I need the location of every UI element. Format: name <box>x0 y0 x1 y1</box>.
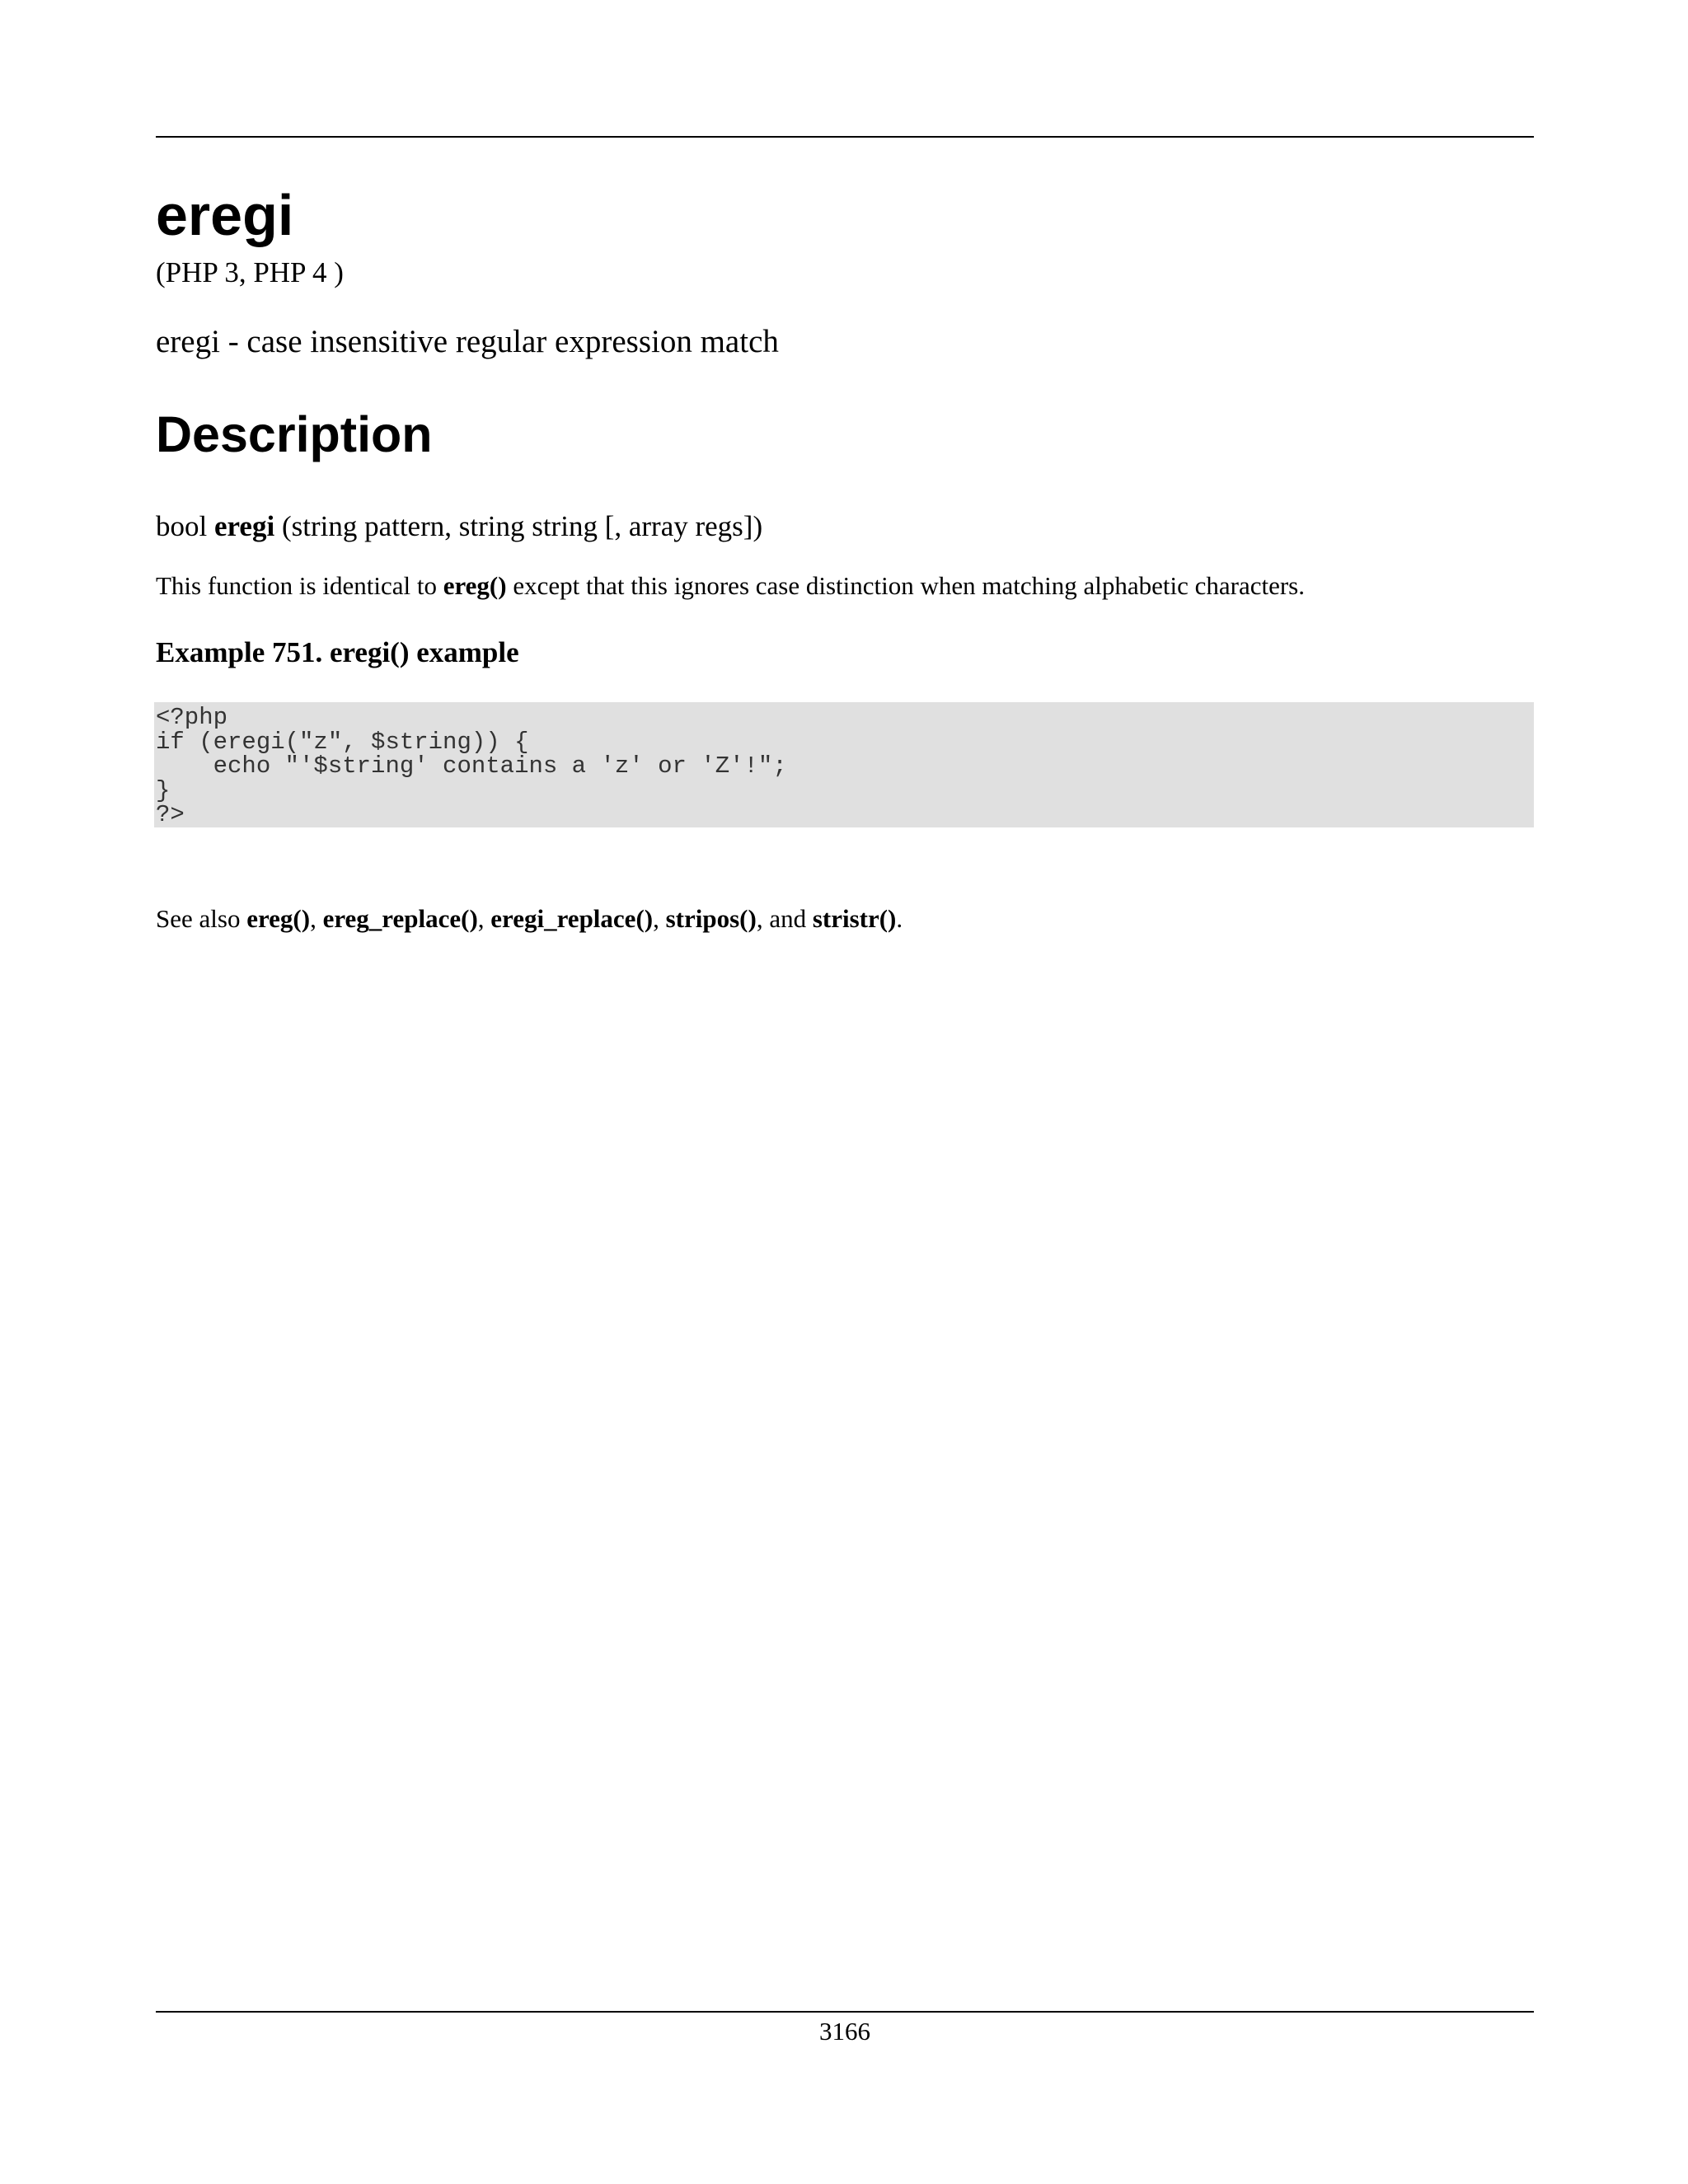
see-also-separator: , <box>477 904 491 933</box>
php-versions: (PHP 3, PHP 4 ) <box>156 256 344 288</box>
synopsis-params: (string pattern, string string [, array regs]) <box>281 510 763 542</box>
return-type: bool <box>156 510 208 542</box>
see-also-link-ereg-replace[interactable]: ereg_replace() <box>322 904 478 933</box>
description-text-end: except that this ignores case distinction when matching alphabetic characters. <box>506 571 1305 600</box>
function-synopsis <box>156 509 762 544</box>
code-example <box>154 702 1534 827</box>
see-also-separator: , <box>310 904 323 933</box>
header-rule <box>156 136 1534 138</box>
description-heading: Description <box>156 406 433 462</box>
page-number: 3166 <box>819 2017 870 2046</box>
see-also-link-eregi-replace[interactable]: eregi_replace() <box>490 904 654 933</box>
see-also-link-stripos[interactable]: stripos() <box>665 904 757 933</box>
see-also-link-ereg[interactable]: ereg() <box>246 904 311 933</box>
see-also-paragraph <box>156 903 903 934</box>
see-also-link-stristr[interactable]: stristr() <box>812 904 897 933</box>
function-purpose: eregi - case insensitive regular expression match <box>156 324 779 359</box>
code-text: <?php if (eregi("z", $string)) { echo "'$string' contains a 'z' or 'Z'!"; } ?> <box>156 704 787 828</box>
see-also-prefix: See also <box>156 904 247 933</box>
function-name-heading: eregi <box>156 183 294 247</box>
footer-rule <box>156 2011 1534 2013</box>
example-title: Example 751. eregi() example <box>156 636 519 668</box>
see-also-suffix: . <box>896 904 903 933</box>
manual-page <box>156 0 1534 2184</box>
description-text-start: This function is identical to <box>156 571 443 600</box>
see-also-separator: , <box>653 904 666 933</box>
ereg-link[interactable]: ereg() <box>443 571 507 600</box>
synopsis-function-name: eregi <box>213 510 275 542</box>
see-also-separator: , and <box>756 904 813 933</box>
description-paragraph <box>156 570 1305 601</box>
